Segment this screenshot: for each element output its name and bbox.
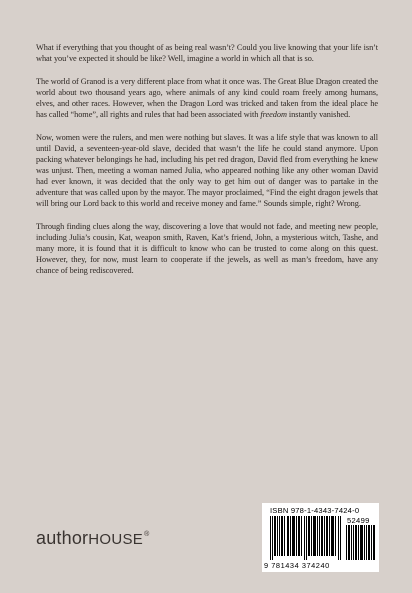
blurb-paragraph-2-text: The world of Granod is a very different place from what it once was. The Great Blue Dragon created the world about two thousand years ago, where animals of any kind could roam freely among humans, elves, and other races. However, when the Dragon Lord was tricked and taken from the ideal place he has called “home”, all rights and rules that had been associated with [36,77,378,119]
back-cover-blurb [36,42,378,288]
blurb-paragraph-2-end: instantly vanished. [286,110,351,119]
logo-author-text: author [36,528,89,548]
ean-barcode-icon [270,516,342,560]
ean-digits-label: 9 781434 374240 [264,561,330,570]
blurb-italic-freedom: freedom [260,110,287,119]
blurb-paragraph-1: What if everything that you thought of as being real wasn’t? Could you live knowing that your life isn’t what you’ve expected it should be like? Well, imagine a world in which all that is so. [36,43,378,63]
logo-house-text: HOUSE [88,531,144,548]
price-barcode-icon [346,525,376,560]
isbn-label: ISBN 978-1-4343-7424-0 [270,506,360,515]
blurb-paragraph-2 [36,76,378,120]
blurb-paragraph-4: Through finding clues along the way, discovering a love that would not fade, and meeting new people, including Julia’s cousin, Kat, weapon smith, Raven, Kat’s friend, John, a mysterious witch, Tashe, and many more, it is found that it is difficult to know who can be trusted to come along on this quest. However, they, for now, must learn to cooperate if the jewels, as well as man’s freedom, have any chance of being rediscovered. [36,222,378,275]
publisher-logo [36,528,149,549]
registered-trademark-mark: ® [144,531,150,538]
blurb-paragraph-3: Now, women were the rulers, and men were nothing but slaves. It was a life style that was known to all until David, a seventeen-year-old slave, decided that wasn’t the life he could stand anymore. Upon packing whatever belongings he had, including his pet red dragon, David fled from everything he knew was unjust. Then, meeting a woman named Julia, who appeared nothing like any other woman David had ever known, it was decided that the only way to get him out of danger was to partake in the adventure that was called upon by the mayor. The mayor proclaimed, “Find the eight dragon jewels that will bring our Lord back to this world and receive money and fame.” Sounds simple, right? Wrong. [36,133,378,208]
price-code-label: 52499 [347,516,370,525]
